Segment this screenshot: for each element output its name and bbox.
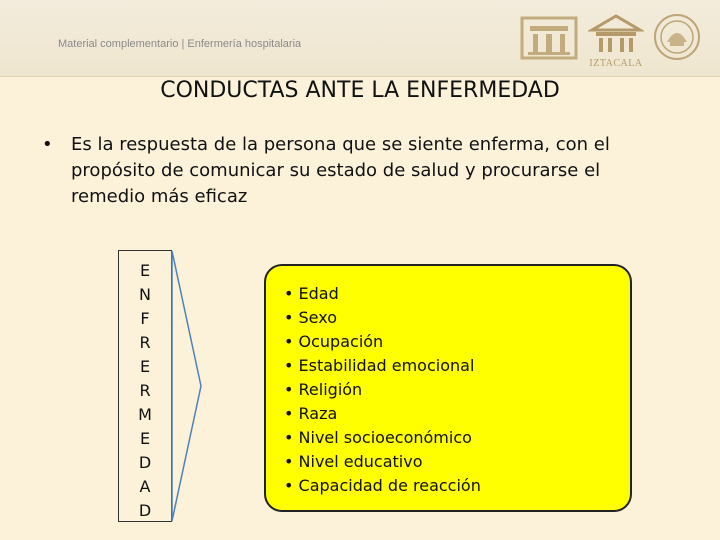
iztacala-logo — [588, 12, 644, 69]
iztacala-caption: IZTACALA — [589, 58, 643, 69]
header-text: Material complementario | Enfermería hospitalaria — [58, 38, 302, 50]
vertical-letter: D — [138, 501, 152, 520]
vertical-letter: A — [139, 477, 151, 496]
vertical-letter: E — [139, 357, 151, 376]
factor-item: • Ocupación — [284, 332, 384, 351]
vertical-letter: F — [140, 309, 150, 328]
vertical-letter: D — [138, 453, 152, 472]
bullet-paragraph — [42, 132, 672, 210]
unam-building-logo — [520, 12, 578, 60]
right-arrow-icon — [171, 250, 203, 526]
vertical-letter: R — [139, 333, 151, 352]
vertical-letter: M — [138, 405, 152, 424]
enfermedad-vertical-label — [118, 250, 172, 522]
factor-item: • Sexo — [284, 308, 338, 327]
factor-item: • Nivel educativo — [284, 452, 423, 471]
vertical-letter: N — [139, 285, 151, 304]
bullet-text: Es la respuesta de la persona que se siente enferma, con el propósito de comunicar su estado de salud y procurarse el remedio más eficaz — [71, 134, 610, 207]
factor-item: • Raza — [284, 404, 338, 423]
factor-item: • Nivel socioeconómico — [284, 428, 472, 447]
factor-item: • Edad — [284, 284, 339, 303]
factor-item: • Estabilidad emocional — [284, 356, 475, 375]
vertical-letter: R — [139, 381, 151, 400]
vertical-letter: E — [139, 261, 151, 280]
factor-item: • Religión — [284, 380, 363, 399]
bullet-marker: • — [42, 134, 53, 155]
vertical-letter: E — [139, 429, 151, 448]
factors-box — [264, 264, 632, 512]
page-title: CONDUCTAS ANTE LA ENFERMEDAD — [160, 78, 560, 103]
factor-item: • Capacidad de reacción — [284, 476, 481, 495]
unam-seal-logo — [652, 12, 702, 62]
